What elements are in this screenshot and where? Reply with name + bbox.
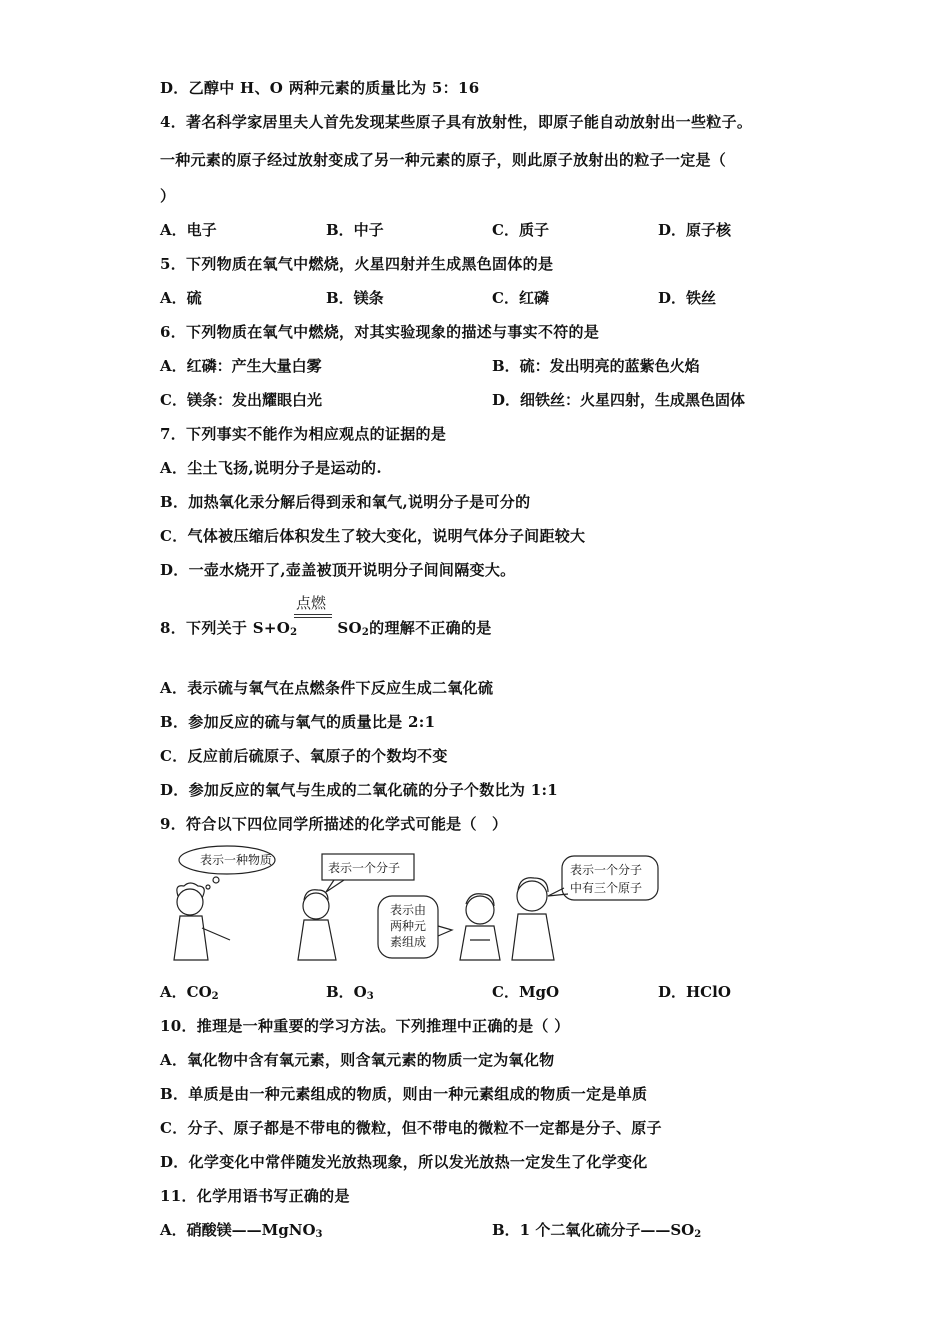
student-1-body [174,916,208,960]
q8-stem-suffix: 的理解不正确的是 [369,619,492,637]
student-2-hair [304,890,328,900]
q4-stem-line2: 一种元素的原子经过放射变成了另一种元素的原子，则此原子放射出的粒子一定是（ [160,151,727,169]
q11-option-b-sub: 2 [694,1229,702,1240]
q5-option-b: B．镁条 [326,289,384,307]
q7-stem: 7．下列事实不能作为相应观点的证据的是 [160,425,447,443]
q8-stem-prefix: 8．下列关于 S+O [160,619,291,637]
q11-option-a-label: A．硝酸镁——MgNO [160,1221,316,1239]
q8-equal-bar-top [294,614,332,615]
q4-option-b: B．中子 [326,221,384,239]
q8-option-b: B．参加反应的硫与氧气的质量比是 2:1 [160,713,436,731]
q9-option-a-label: A．CO [160,983,212,1001]
q7-option-b: B．加热氧化汞分解后得到汞和氧气,说明分子是可分的 [160,493,531,511]
bubble-3-text-line1: 表示由 [390,903,427,917]
q11-option-a [160,1220,322,1245]
student-1-hair [177,883,204,898]
q10-stem: 10．推理是一种重要的学习方法。下列推理中正确的是（ ） [160,1017,570,1035]
student-2-body [298,920,336,960]
student-4-body [512,914,554,960]
q7-option-a: A．尘土飞扬,说明分子是运动的. [160,459,382,477]
student-2-head [303,893,329,919]
q9-option-b-label: B．O [326,983,367,1001]
q8-option-a: A．表示硫与氧气在点燃条件下反应生成二氧化硫 [160,679,494,697]
student-4-head [517,881,547,911]
q11-stem: 11．化学用语书写正确的是 [160,1187,350,1205]
q6-option-d: D．细铁丝：火星四射，生成黑色固体 [492,391,746,409]
q8-so2-subscript: 2 [361,627,370,638]
q4-option-a: A．电子 [160,221,217,239]
q9-option-a-sub: 2 [211,991,219,1002]
speech-bubble-4-tail [548,888,568,896]
speech-bubble-3-tail [438,926,452,936]
q4-option-d: D．原子核 [658,221,732,239]
speech-bubble-2-tail [326,880,344,892]
q10-option-d: D．化学变化中常伴随发光放热现象，所以发光放热一定发生了化学变化 [160,1153,648,1171]
student-3-head [466,896,494,924]
student-1-arm [202,928,230,940]
q11-option-b [492,1220,701,1245]
student-3-body [460,926,500,960]
q6-option-b: B．硫：发出明亮的蓝紫色火焰 [492,357,700,375]
q4-stem-line1: 4．著名科学家居里夫人首先发现某些原子具有放射性，即原子能自动放射出一些粒子。 [160,113,753,131]
q8-condition: 点燃 [296,594,327,612]
q9-option-b-sub: 3 [366,991,374,1002]
q8-option-c: C．反应前后硫原子、氧原子的个数均不变 [160,747,448,765]
q8-stem [160,618,492,643]
q6-option-c: C．镁条：发出耀眼白光 [160,391,322,409]
q5-option-c: C．红磷 [492,289,549,307]
q9-option-c: C．MgO [492,983,560,1001]
q8-o2-subscript: 2 [290,627,298,638]
q9-option-d: D．HClO [658,983,731,1001]
q5-option-a: A．硫 [160,289,202,307]
q9-stem: 9．符合以下四位同学所描述的化学式可能是（ ） [160,815,508,833]
thought-dot-1 [213,877,219,883]
q9-illustration-svg [160,840,660,970]
q10-option-a: A．氧化物中含有氧元素，则含氧元素的物质一定为氧化物 [160,1051,555,1069]
q3-option-d: D．乙醇中 H、O 两种元素的质量比为 5：16 [160,79,480,97]
q6-option-a: A．红磷：产生大量白雾 [160,357,322,375]
q10-option-c: C．分子、原子都是不带电的微粒，但不带电的微粒不一定都是分子、原子 [160,1119,662,1137]
q4-option-c: C．质子 [492,221,549,239]
q10-option-b: B．单质是由一种元素组成的物质，则由一种元素组成的物质一定是单质 [160,1085,648,1103]
q9-students-illustration [160,840,660,970]
q5-stem: 5．下列物质在氧气中燃烧，火星四射并生成黑色固体的是 [160,255,554,273]
q7-option-c: C．气体被压缩后体积发生了较大变化，说明气体分子间距较大 [160,527,586,545]
student-1-head [177,889,203,915]
q8-product: SO [337,619,362,637]
q11-option-a-sub: 3 [315,1229,323,1240]
bubble-3-text-line3: 素组成 [390,935,427,949]
q9-option-a [160,982,219,1007]
bubble-2-text: 表示一个分子 [328,861,401,875]
q7-option-d: D．一壶水烧开了,壶盖被顶开说明分子间间隔变大。 [160,561,516,579]
q8-option-d: D．参加反应的氧气与生成的二氧化硫的分子个数比为 1:1 [160,781,559,799]
q5-option-d: D．铁丝 [658,289,717,307]
bubble-3-text-line2: 两种元 [390,919,427,933]
thought-dot-2 [206,885,210,889]
q9-option-b [326,982,374,1007]
q11-option-b-label: B．1 个二氧化硫分子——SO [492,1221,695,1239]
q6-stem: 6．下列物质在氧气中燃烧，对其实验现象的描述与事实不符的是 [160,323,600,341]
bubble-4-text-line2: 中有三个原子 [570,881,643,895]
bubble-1-text: 表示一种物质 [200,853,273,867]
bubble-4-text-line1: 表示一个分子 [570,863,643,877]
q4-stem-line3: ） [160,187,176,205]
